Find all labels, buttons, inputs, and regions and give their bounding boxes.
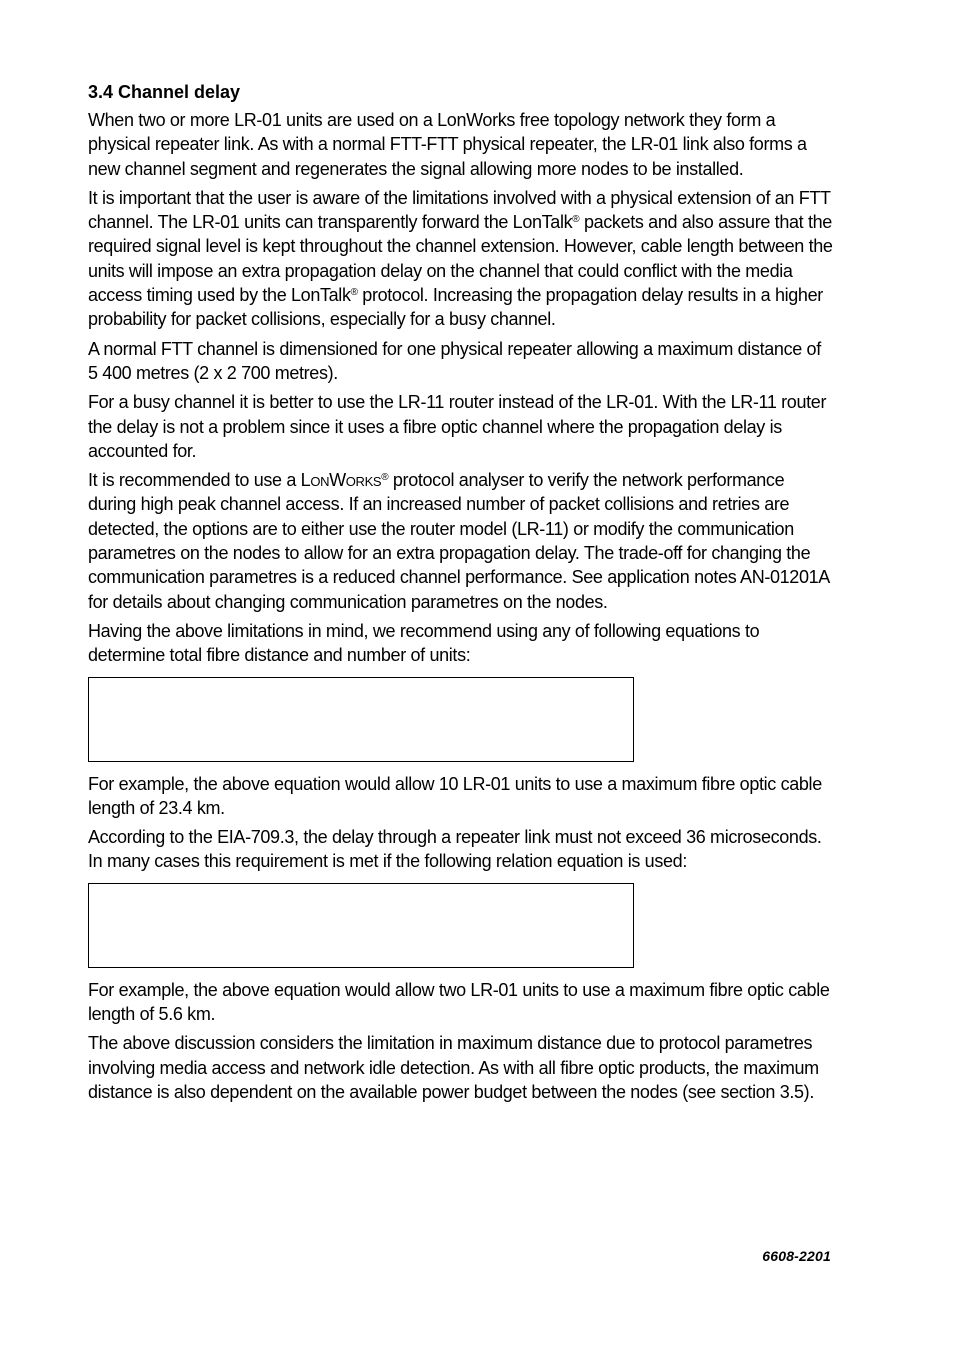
- document-number: 6608-2201: [762, 1248, 831, 1264]
- paragraph-ftt-channel: A normal FTT channel is dimensioned for one physical repeater allowing a maximum distance of 5 400 metres (2 x 2 700 metres).: [88, 338, 821, 383]
- section-heading: 3.4 Channel delay: [88, 82, 241, 102]
- paragraph-power-budget: The above discussion considers the limitation in maximum distance due to protocol parametres involving media access and network idle detection. As with all fibre optic products, the maximum distance is also dependent on the available power budget between the nodes (see section 3.5).: [88, 1033, 819, 1102]
- paragraph-example-distance: For example, the above equation would allow 10 LR-01 units to use a maximum fibre optic cable length of 23.4 km.: [88, 773, 822, 818]
- paragraph-limitations-text-b: packets and also assure that the required signal level is kept throughout the channel extension. However, cable length between the units will impose an extra propagation delay on the channel that could conflict with the media access timing used by the LonTalk: [88, 212, 833, 306]
- equation-box-distance: [88, 677, 634, 762]
- paragraph-equations-intro: Having the above limitations in mind, we recommend using any of following equations to determine total fibre distance and number of units:: [88, 620, 760, 666]
- paragraph-example-delay: For example, the above equation would allow two LR-01 units to use a maximum fibre optic cable length of 5.6 km.: [88, 979, 830, 1025]
- paragraph-limitations-text-c: protocol. Increasing the propagation delay results in a higher probability for packet collisions, especially for a busy channel.: [88, 285, 823, 330]
- lonworks-brand: LonWorks: [300, 470, 382, 491]
- registered-mark: ®: [350, 287, 358, 299]
- paragraph-limitations-text-a: It is important that the user is aware of the limitations involved with a physical extension of an FTT channel. The LR-01 units can transparently forward the LonTalk: [88, 187, 831, 233]
- paragraph-analyser-text-b: protocol analyser to verify the network performance during high peak channel access. If an increased number of packet collisions and retries are detected, the options are to either use the router model (LR-11) or modify the communication parametres on the nodes to allow for an extra propagation delay. The trade-off for changing the communication parametres is a reduced channel performance. See application notes AN-01201A for details about changing communication parametres on the nodes.: [88, 470, 829, 612]
- paragraph-limitations: [88, 186, 833, 332]
- registered-mark: ®: [572, 214, 580, 226]
- paragraph-intro: When two or more LR-01 units are used on a LonWorks free topology network they form a physical repeater link. As with a normal FTT-FTT physical repeater, the LR-01 link also forms a new channel segment and regenerates the signal allowing more nodes to be installed.: [88, 110, 807, 179]
- page-content: [88, 80, 833, 1109]
- paragraph-protocol-analyser: [88, 468, 833, 614]
- equation-box-delay: [88, 883, 634, 968]
- paragraph-analyser-text-a: It is recommended to use a: [88, 470, 301, 491]
- paragraph-busy-channel: For a busy channel it is better to use the LR-11 router instead of the LR-01. With the LR-11 router the delay is not a problem since it uses a fibre optic channel where the propagation delay is accounted for.: [88, 392, 827, 461]
- paragraph-eia-delay: According to the EIA-709.3, the delay through a repeater link must not exceed 36 microseconds. In many cases this requirement is met if the following relation equation is used:: [88, 827, 822, 872]
- registered-mark: ®: [381, 472, 389, 484]
